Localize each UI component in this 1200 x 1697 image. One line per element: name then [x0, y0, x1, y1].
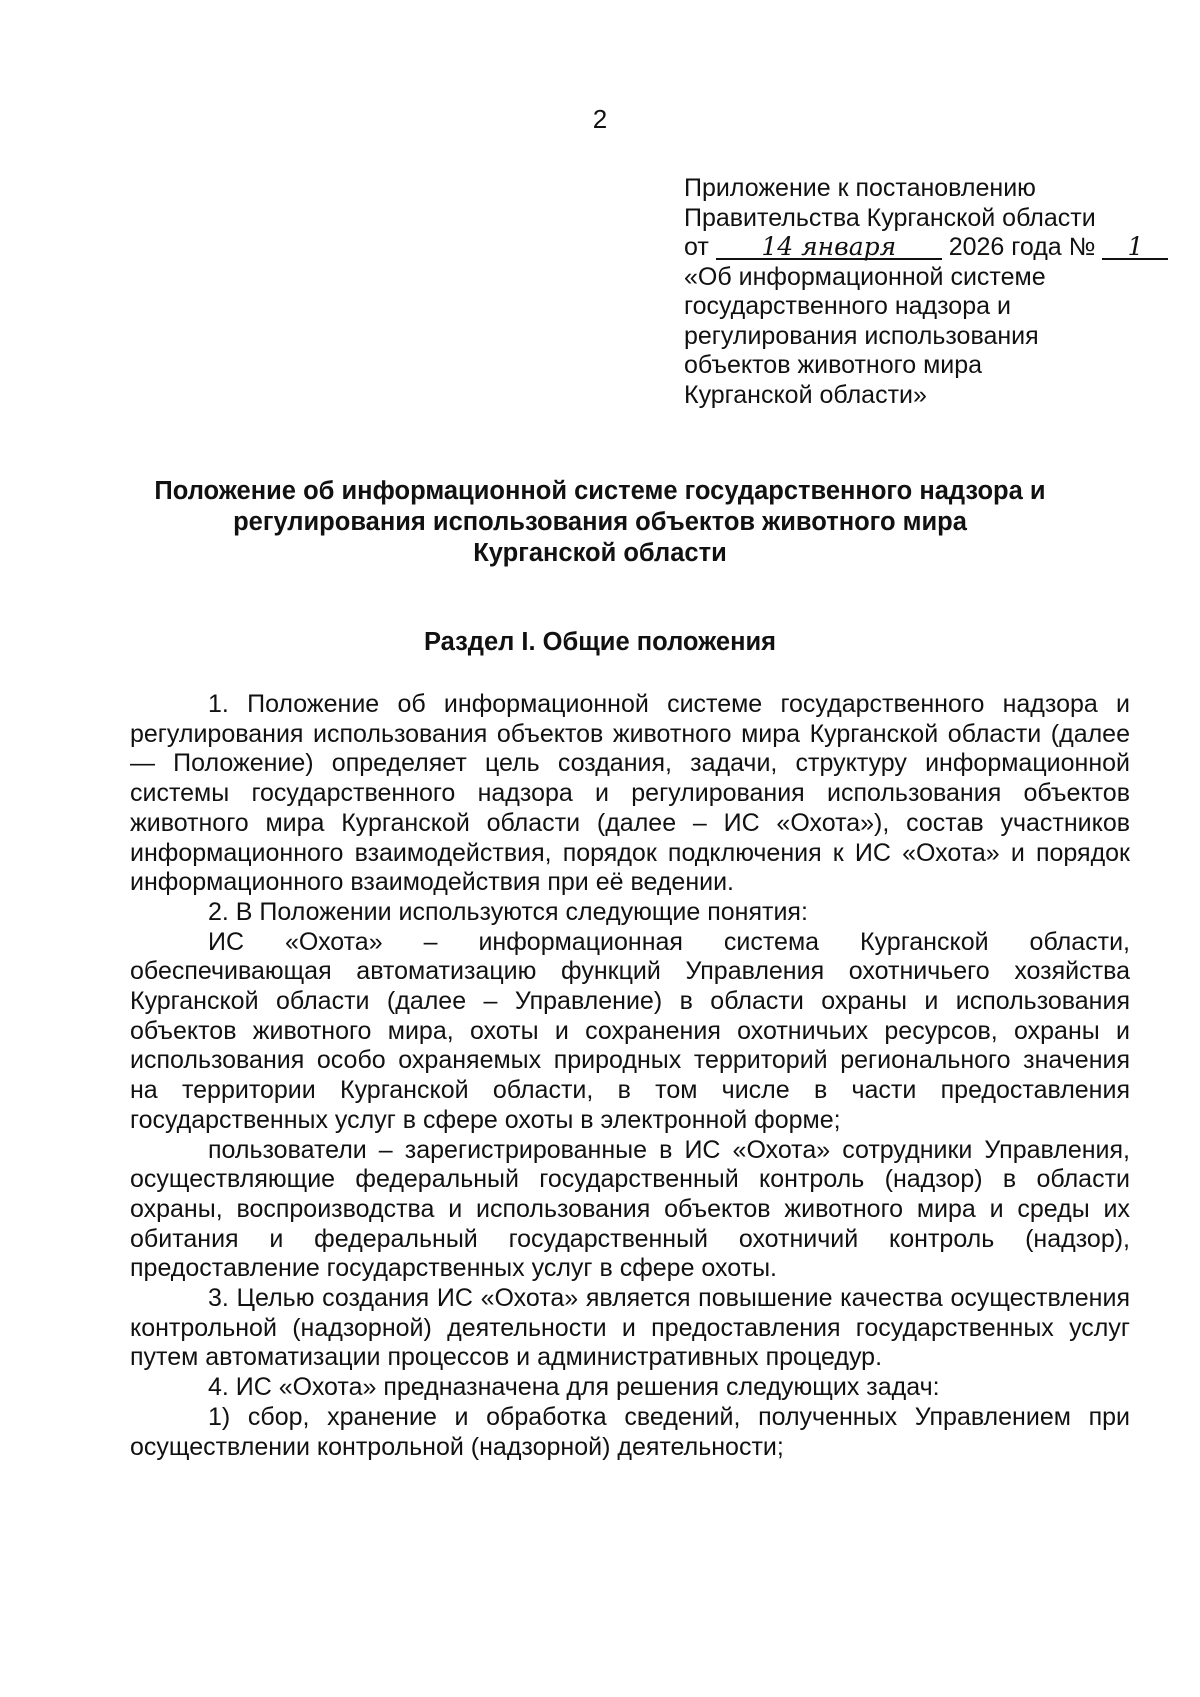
title-line: Курганской области	[473, 539, 727, 567]
paragraph-4: 4. ИС «Охота» предназначена для решения следующих задач:	[208, 1373, 940, 1402]
document-body	[130, 690, 1130, 1462]
paragraph-3: 3. Целью создания ИС «Охота» является повышение качества осуществления контрольной (надзорной) деятельности и предоставления государственных услуг путем автоматизации процессов и административных процедур.	[130, 1284, 1130, 1372]
section-title: Раздел I. Общие положения	[423, 628, 777, 656]
document-title	[140, 476, 1060, 569]
appendix-line: Приложение к постановлению	[684, 174, 1036, 202]
title-line: регулирования использования объектов животного мира	[233, 508, 967, 536]
appendix-block	[684, 174, 1154, 410]
appendix-line: государственного надзора и	[684, 292, 1011, 320]
handwritten-date: 14 января	[716, 236, 942, 260]
appendix-line: «Об информационной системе	[684, 262, 1046, 291]
page-number: 2	[592, 104, 608, 134]
appendix-line: объектов животного мира	[684, 351, 983, 379]
handwritten-number: 1	[1102, 236, 1168, 260]
appendix-line: регулирования использования	[684, 321, 1039, 350]
title-line: Положение об информационной системе государственного надзора и	[154, 477, 1046, 505]
definition-users: пользователи – зарегистрированные в ИС «Охота» сотрудники Управления, осуществляющие федеральный государственный контроль (надзор) в области охраны, воспроизводства и использования объектов животного мира и среды их обитания и федеральный государственный охотничий контроль (надзор), предоставление государственных услуг в сфере охоты.	[130, 1135, 1130, 1283]
task-item-1: 1) сбор, хранение и обработка сведений, полученных Управлением при осуществлении контрольной (надзорной) деятельности;	[130, 1402, 1130, 1461]
definition-is-okhota: ИС «Охота» – информационная система Курганской области, обеспечивающая автоматизацию функций Управления охотничьего хозяйства Курганской области (далее – Управление) в области охраны и использования объектов животного мира, охоты и сохранения охотничьих ресурсов, охраны и использования особо охраняемых природных территорий регионального значения на территории Курганской области, в том числе в части предоставления государственных услуг в сфере охоты в электронной форме;	[130, 927, 1130, 1134]
paragraph-1: 1. Положение об информационной системе государственного надзора и регулирования использования объектов животного мира Курганской области (далее — Положение) определяет цель создания, задачи, структуру информационной системы государственного надзора и регулирования использования объектов животного мира Курганской области (далее – ИС «Охота»), состав участников информационного взаимодействия, порядок подключения к ИС «Охота» и порядок информационного взаимодействия при её ведении.	[130, 690, 1130, 897]
appendix-line: Курганской области»	[684, 380, 927, 409]
paragraph-2: 2. В Положении используются следующие понятия:	[208, 897, 808, 926]
date-prefix: от	[684, 233, 709, 261]
appendix-line: Правительства Курганской области	[684, 203, 1096, 232]
appendix-date-line	[684, 233, 1154, 263]
year-text: 2026 года №	[948, 233, 1096, 261]
